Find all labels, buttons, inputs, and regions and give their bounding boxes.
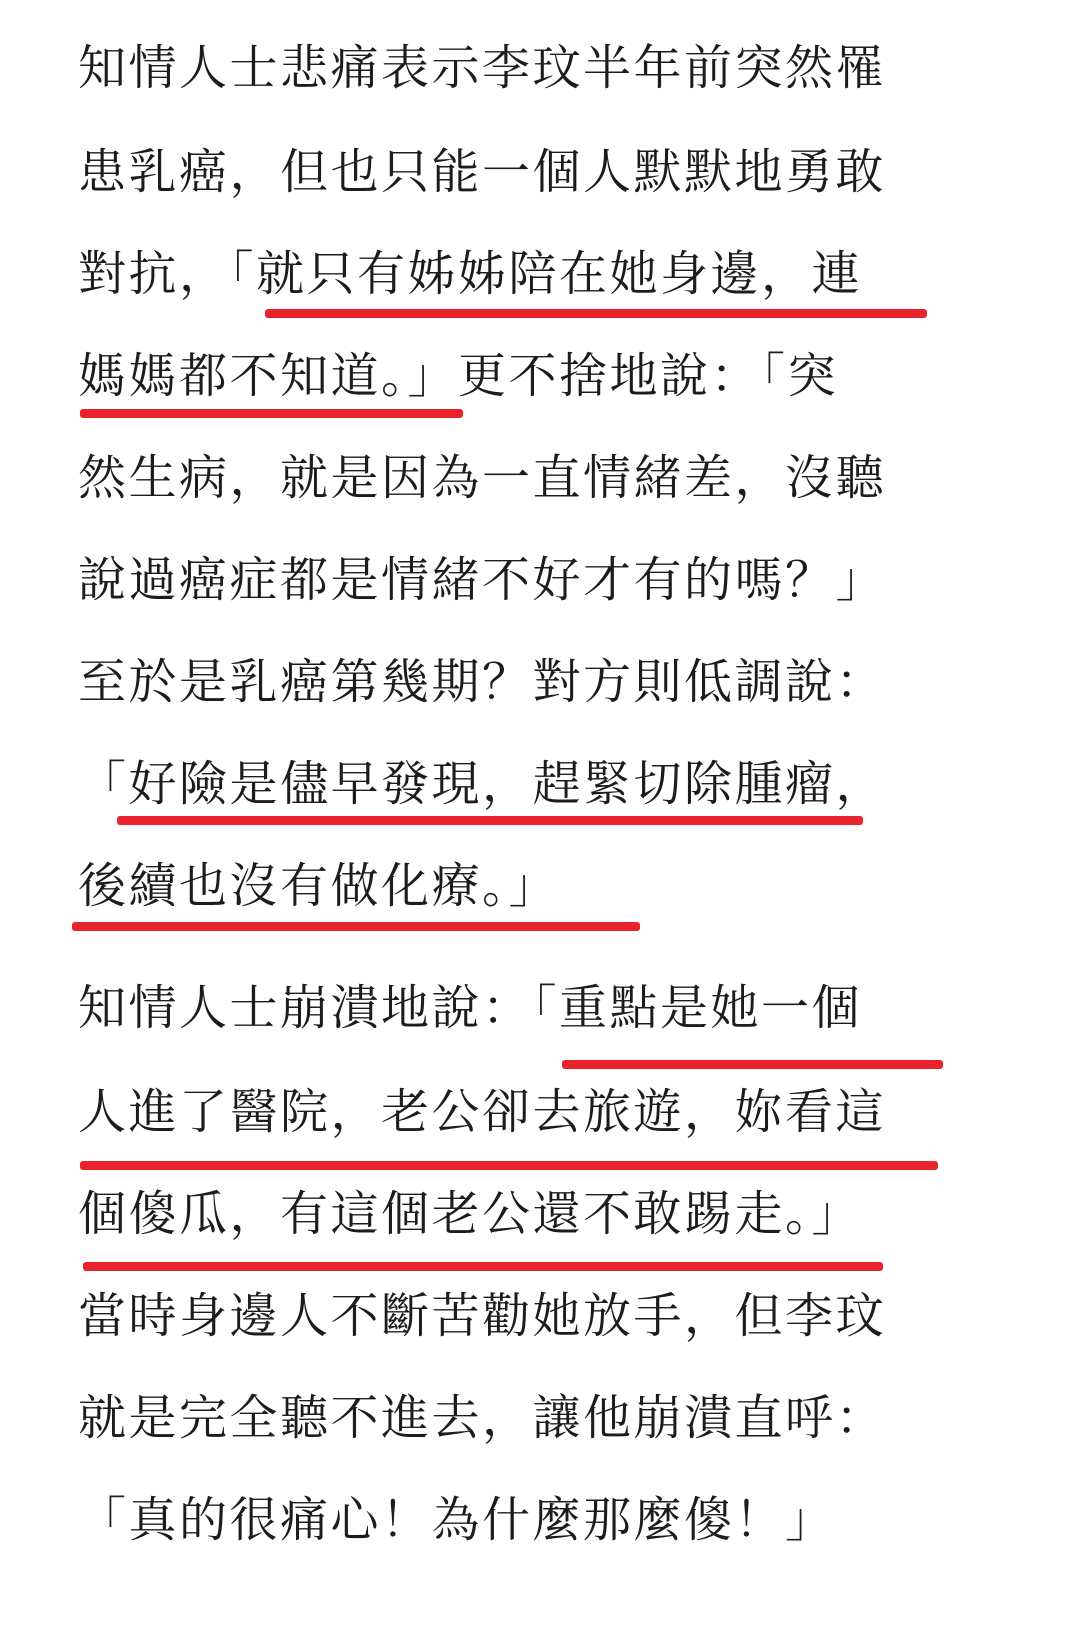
text-line-15: 「真的很痛心！為什麼那麼傻！」 bbox=[78, 1492, 836, 1548]
text-line-12: 個傻瓜，有這個老公還不敢踢走。」 bbox=[78, 1186, 863, 1242]
highlight-underline bbox=[117, 816, 863, 825]
highlight-underline bbox=[72, 922, 640, 931]
highlight-underline bbox=[265, 309, 927, 318]
highlight-underline bbox=[80, 1161, 938, 1170]
text-line-13: 當時身邊人不斷苦勸她放手，但李玟 bbox=[78, 1288, 887, 1344]
highlight-underline bbox=[80, 409, 463, 418]
text-line-10: 知情人士崩潰地說：「重點是她一個 bbox=[78, 980, 863, 1036]
text-line-2: 患乳癌，但也只能一個人默默地勇敢 bbox=[78, 144, 887, 200]
text-line-14: 就是完全聽不進去，讓他崩潰直呼： bbox=[78, 1390, 887, 1446]
text-line-9: 後續也沒有做化療。」 bbox=[78, 858, 560, 914]
text-line-11: 人進了醫院，老公卻去旅遊，妳看這 bbox=[78, 1084, 887, 1140]
highlight-underline bbox=[83, 1262, 883, 1271]
text-line-1: 知情人士悲痛表示李玟半年前突然罹 bbox=[78, 40, 887, 96]
text-line-5: 然生病，就是因為一直情緒差，沒聽 bbox=[78, 450, 887, 506]
text-line-7: 至於是乳癌第幾期？對方則低調說： bbox=[78, 654, 887, 710]
text-line-4: 媽媽都不知道。」更不捨地說：「突 bbox=[78, 348, 839, 404]
highlight-underline bbox=[562, 1060, 943, 1069]
text-line-6: 說過癌症都是情緒不好才有的嗎？」 bbox=[78, 552, 887, 608]
text-line-3: 對抗，「就只有姊姊陪在她身邊，連 bbox=[78, 246, 863, 302]
text-line-8: 「好險是儘早發現，趕緊切除腫瘤， bbox=[78, 756, 887, 812]
